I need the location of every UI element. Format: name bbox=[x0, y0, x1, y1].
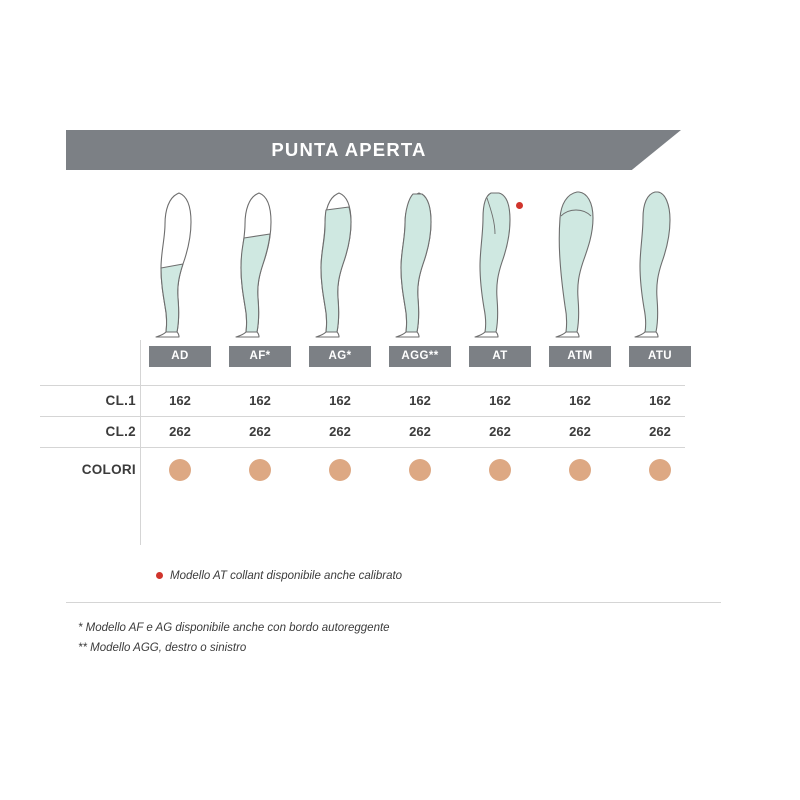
footnotes-divider bbox=[66, 602, 721, 603]
banner bbox=[66, 130, 681, 170]
figure-af bbox=[220, 190, 300, 340]
row-divider-bottom bbox=[40, 447, 685, 448]
red-note-text: Modello AT collant disponibile anche calibrato bbox=[170, 570, 403, 582]
footnotes bbox=[78, 618, 390, 658]
row-label-cl1: CL.1 bbox=[105, 393, 136, 408]
row-label-colori: COLORI bbox=[81, 462, 136, 477]
column-chip-atm[interactable]: ATM bbox=[549, 346, 611, 367]
banner-title: PUNTA APERTA bbox=[271, 139, 427, 160]
color-swatch-af[interactable] bbox=[249, 459, 271, 481]
figure-atm bbox=[540, 190, 620, 340]
cell-cl1-atu: 162 bbox=[649, 393, 671, 408]
red-note bbox=[156, 570, 402, 582]
label-cell-at bbox=[460, 345, 540, 367]
cell-cl1-atm: 162 bbox=[569, 393, 591, 408]
cell-cl1-af: 162 bbox=[249, 393, 271, 408]
cell-colori-ag bbox=[300, 450, 380, 490]
label-cell-atu bbox=[620, 345, 700, 367]
cell-cl1-ag: 162 bbox=[329, 393, 351, 408]
color-swatch-atu[interactable] bbox=[649, 459, 671, 481]
table-row-cl2 bbox=[40, 417, 700, 447]
cell-cl1-at: 162 bbox=[489, 393, 511, 408]
column-chip-ad[interactable]: AD bbox=[149, 346, 211, 367]
cell-colori-at bbox=[460, 450, 540, 490]
cell-cl2-ad: 262 bbox=[169, 424, 191, 439]
red-dot-marker bbox=[516, 202, 523, 209]
color-swatch-ad[interactable] bbox=[169, 459, 191, 481]
row-label-cl2: CL.2 bbox=[105, 424, 136, 439]
cell-colori-atu bbox=[620, 450, 700, 490]
row-cells-cl2 bbox=[140, 417, 700, 447]
cell-colori-atm bbox=[540, 450, 620, 490]
cell-cl2-agg: 262 bbox=[409, 424, 431, 439]
row-cells-cl1 bbox=[140, 386, 700, 416]
figure-at bbox=[460, 190, 540, 340]
column-chip-atu[interactable]: ATU bbox=[629, 346, 691, 367]
cell-cl1-ad: 162 bbox=[169, 393, 191, 408]
table-row-cl1 bbox=[40, 386, 700, 416]
label-cell-agg bbox=[380, 345, 460, 367]
label-cell-af bbox=[220, 345, 300, 367]
column-chip-af[interactable]: AF* bbox=[229, 346, 291, 367]
footnote-2: ** Modello AGG, destro o sinistro bbox=[78, 642, 247, 654]
cell-colori-af bbox=[220, 450, 300, 490]
row-cells-colori bbox=[140, 450, 700, 490]
figure-ag bbox=[300, 190, 380, 340]
cell-cl2-ag: 262 bbox=[329, 424, 351, 439]
column-labels-row bbox=[140, 345, 700, 367]
red-dot-icon bbox=[156, 572, 163, 579]
figure-atu bbox=[620, 190, 700, 340]
cell-cl2-atu: 262 bbox=[649, 424, 671, 439]
cell-colori-ad bbox=[140, 450, 220, 490]
cell-cl1-agg: 162 bbox=[409, 393, 431, 408]
cell-cl2-at: 262 bbox=[489, 424, 511, 439]
table-row-colori bbox=[40, 450, 700, 490]
figures-row bbox=[140, 190, 700, 340]
color-swatch-at[interactable] bbox=[489, 459, 511, 481]
color-swatch-agg[interactable] bbox=[409, 459, 431, 481]
footnote-1: * Modello AF e AG disponibile anche con bordo autoreggente bbox=[78, 622, 390, 634]
figure-ad bbox=[140, 190, 220, 340]
figure-agg bbox=[380, 190, 460, 340]
column-chip-ag[interactable]: AG* bbox=[309, 346, 371, 367]
label-cell-atm bbox=[540, 345, 620, 367]
color-swatch-atm[interactable] bbox=[569, 459, 591, 481]
color-swatch-ag[interactable] bbox=[329, 459, 351, 481]
cell-cl2-atm: 262 bbox=[569, 424, 591, 439]
column-chip-agg[interactable]: AGG** bbox=[389, 346, 451, 367]
column-chip-at[interactable]: AT bbox=[469, 346, 531, 367]
cell-colori-agg bbox=[380, 450, 460, 490]
label-cell-ag bbox=[300, 345, 380, 367]
cell-cl2-af: 262 bbox=[249, 424, 271, 439]
label-cell-ad bbox=[140, 345, 220, 367]
